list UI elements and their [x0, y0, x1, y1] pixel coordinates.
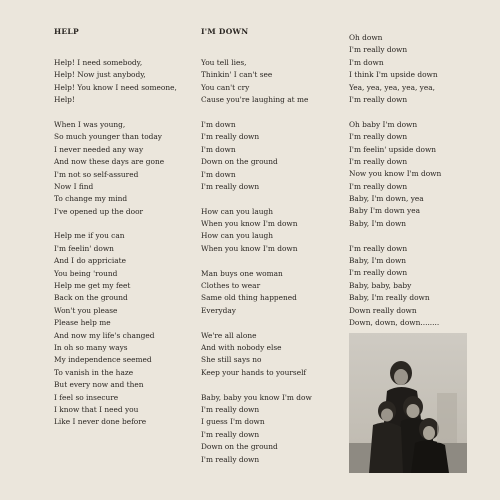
- lyric-line: Down on the ground: [201, 157, 278, 167]
- lyric-line: I'm really down: [201, 429, 260, 439]
- lyric-line: I'm really down: [201, 181, 260, 191]
- lyric-stanza: [349, 119, 489, 231]
- lyric-line: Help! Now just anybody,: [54, 70, 146, 80]
- lyrics-column-im-down: [201, 27, 341, 478]
- lyric-stanza: [54, 119, 196, 218]
- lyric-line: I'm really down: [201, 404, 260, 414]
- lyric-line: You can't cry: [201, 82, 250, 92]
- lyric-line: Down, down, down........: [349, 317, 440, 327]
- lyric-stanza: [201, 57, 341, 107]
- lyric-stanza: [201, 268, 341, 318]
- lyric-stanza: [201, 119, 341, 193]
- lyric-line: I'm feelin' upside down: [349, 144, 437, 154]
- lyric-line: Thinkin' I can't see: [201, 70, 273, 80]
- lyric-line: Everyday: [201, 305, 236, 315]
- lyric-line: I'm really down: [349, 156, 408, 166]
- band-photo-icon: [349, 333, 467, 473]
- lyric-line: Yea, yea, yea, yea, yea,: [349, 82, 435, 92]
- lyric-line: When I was young,: [54, 119, 126, 129]
- lyric-line: You being 'round: [54, 268, 118, 278]
- lyric-line: Baby, baby you know I'm dow: [201, 392, 312, 402]
- lyric-line: I'm really down: [201, 454, 260, 464]
- lyric-line: I'm really down: [349, 45, 408, 55]
- lyric-line: I guess I'm down: [201, 417, 265, 427]
- lyric-line: I'm down: [201, 144, 236, 154]
- lyric-line: Baby, I'm down: [349, 218, 407, 228]
- lyric-stanza: [349, 243, 489, 330]
- lyric-line: Cause you're laughing at me: [201, 95, 309, 105]
- lyric-line: But every now and then: [54, 380, 144, 390]
- lyric-line: I'm really down: [201, 132, 260, 142]
- lyric-line: Now I find: [54, 181, 94, 191]
- lyric-line: Down on the ground: [201, 442, 278, 452]
- lyric-line: When you know I'm down: [201, 243, 298, 253]
- lyric-line: Baby, baby, baby: [349, 280, 412, 290]
- lyric-line: To change my mind: [54, 194, 128, 204]
- lyric-line: Down really down: [349, 305, 417, 315]
- lyric-line: Baby, I'm down: [349, 256, 407, 266]
- lyric-stanza: [54, 230, 196, 428]
- lyric-stanza: [201, 206, 341, 256]
- lyrics-column-help: [54, 27, 196, 441]
- lyric-line: I'm not so self-assured: [54, 169, 139, 179]
- lyric-line: To vanish in the haze: [54, 367, 134, 377]
- lyric-line: When you know I'm down: [201, 219, 298, 229]
- song-title: HELP: [54, 27, 79, 36]
- lyric-line: She still says no: [201, 355, 262, 365]
- lyrics-column-continued: [349, 32, 489, 342]
- lyric-line: I never needed any way: [54, 144, 144, 154]
- lyric-line: I feel so insecure: [54, 392, 119, 402]
- lyric-line: In oh so many ways: [54, 342, 128, 352]
- lyric-line: Help me get my feet: [54, 281, 131, 291]
- lyric-line: Like I never done before: [54, 417, 147, 427]
- lyric-line: I'm feelin' down: [54, 243, 114, 253]
- lyric-line: Keep your hands to yourself: [201, 367, 307, 377]
- lyric-line: Baby, I'm down, yea: [349, 194, 424, 204]
- lyric-line: Help! I need somebody,: [54, 58, 143, 67]
- lyric-line: I'm down: [201, 169, 236, 179]
- lyric-line: I'm really down: [349, 181, 408, 191]
- lyric-line: Oh baby I'm down: [349, 119, 418, 129]
- lyric-line: I know that I need you: [54, 404, 139, 414]
- lyric-line: Baby I'm down yea: [349, 206, 420, 216]
- lyric-line: Now you know I'm down: [349, 169, 442, 179]
- lyric-line: Help me if you can: [54, 231, 125, 241]
- lyric-line: My independence seemed: [54, 355, 152, 365]
- lyric-stanza: [349, 32, 489, 106]
- lyric-line: And with nobody else: [201, 342, 282, 352]
- lyric-line: I'm really down: [349, 243, 408, 253]
- lyric-line: I think I'm upside down: [349, 70, 438, 80]
- song-title: I'M DOWN: [201, 27, 249, 36]
- lyric-line: Baby, I'm really down: [349, 293, 430, 303]
- lyric-line: Clothes to wear: [201, 281, 261, 291]
- lyric-stanza: [54, 57, 196, 107]
- lyric-line: Same old thing happened: [201, 293, 297, 303]
- lyric-line: Won't you please: [54, 305, 118, 315]
- lyric-line: Help! You know I need someone,: [54, 82, 177, 92]
- lyric-line: How can you laugh: [201, 206, 273, 216]
- lyric-stanza: [201, 330, 341, 380]
- lyric-line: You tell lies,: [201, 58, 247, 67]
- lyric-line: Man buys one woman: [201, 268, 283, 278]
- lyric-line: We're all alone: [201, 330, 257, 340]
- lyric-line: And now these days are gone: [54, 157, 165, 167]
- lyric-stanza: [201, 392, 341, 466]
- band-photo-image: [349, 333, 467, 473]
- lyric-line: I'm really down: [349, 132, 408, 142]
- lyric-line: I'm really down: [349, 268, 408, 278]
- lyric-line: And now my life's changed: [54, 330, 155, 340]
- lyric-line: I'm down: [201, 119, 236, 129]
- lyric-line: I'm really down: [349, 94, 408, 104]
- lyric-line: And I do appriciate: [54, 256, 126, 266]
- lyric-line: Oh down: [349, 33, 383, 42]
- lyric-line: I'm down: [349, 57, 384, 67]
- lyric-line: Back on the ground: [54, 293, 128, 303]
- lyric-line: Help!: [54, 95, 75, 105]
- lyric-line: I've opened up the door: [54, 206, 144, 216]
- lyric-line: So much younger than today: [54, 132, 162, 142]
- lyric-line: Please help me: [54, 318, 111, 328]
- lyric-line: How can you laugh: [201, 231, 273, 241]
